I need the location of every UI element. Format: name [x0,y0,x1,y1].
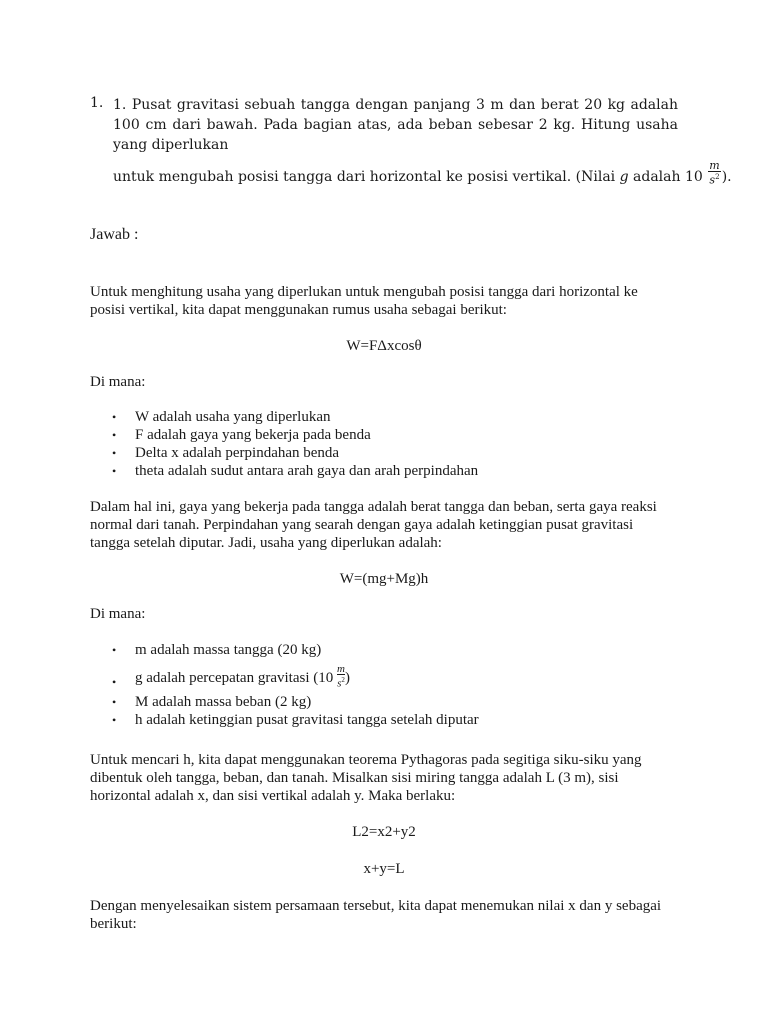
pythagoras-paragraph: Untuk mencari h, kita dapat menggunakan teorema Pythagoras pada segitiga siku-siku yang dibentuk oleh tangga, beban, dan tanah. Misalkan sisi miring tangga adalah L (3 m), sisi horizontal adalah x, dan sisi vertikal adalah y. Maka berlaku: [90,752,642,804]
bullet-icon: • [112,713,117,727]
fraction-den-exponent: 2 [341,676,345,685]
fraction-denominator [337,674,345,689]
fraction-den-base: s [709,173,716,187]
formula-work-height: W=(mg+Mg)h [339,571,429,587]
unit-fraction [337,664,345,689]
bullet-icon: • [112,464,117,478]
fraction-denominator [708,171,720,186]
bullet-icon: • [112,675,117,689]
question-line3-suffix: ). [721,168,732,185]
dimana-label-2: Di mana: [90,606,146,622]
list-item: • F adalah gaya yang bekerja pada benda [112,427,371,443]
question-list-number: 1. [90,95,104,111]
fraction-numerator: m [709,159,720,172]
list-item: • h adalah ketinggian pusat gravitasi tangga setelah diputar [112,712,479,728]
bullet-icon: • [112,428,117,442]
g-symbol: g [619,168,629,185]
fraction-den-exponent: 2 [715,173,720,181]
fraction-den-base: s [337,677,342,690]
list-item: • theta adalah sudut antara arah gaya dan arah perpindahan [112,463,479,479]
formula-sum: x+y=L [363,861,405,877]
question-line3-prefix: untuk mengubah posisi tangga dari horizontal ke posisi vertikal. (Nilai [113,168,620,185]
fraction-numerator: m [337,663,345,676]
bullet-icon: • [112,695,117,709]
solve-paragraph: Dengan menyelesaikan sistem persamaan tersebut, kita dapat menemukan nilai x dan y sebagai berikut: [90,898,662,932]
definitions-list-2 [90,641,479,729]
list-item: • W adalah usaha yang diperlukan [112,409,331,425]
unit-fraction [708,160,720,186]
question-line3 [113,159,732,190]
formula-pythagoras: L2=x2+y2 [352,824,416,840]
definitions-list-1 [90,408,478,480]
list-item: • g adalah percepatan gravitasi (10 $\frac{m}{s^2}$ ) [90,665,479,691]
answer-heading: Jawab : [90,226,139,243]
question-line1: 1. Pusat gravitasi sebuah tangga dengan panjang 3 m dan berat 20 kg adalah 100 cm dari bawah. Pada bagian atas, ada beban sebesar 2 kg. Hitung usaha yang diperlukan [113,97,678,153]
list-item: • m adalah massa tangga (20 kg) [112,642,322,658]
intro-paragraph: Untuk menghitung usaha yang diperlukan untuk mengubah posisi tangga dari horizontal ke posisi vertikal, kita dapat menggunakan rumus usaha sebagai berikut: [90,284,638,318]
question-text [113,95,732,190]
force-paragraph: Dalam hal ini, gaya yang bekerja pada tangga adalah berat tangga dan beban, serta gaya reaksi normal dari tanah. Perpindahan yang searah dengan gaya adalah ketinggian pusat gravitasi tangga setelah diputar. Jadi, usaha yang diperlukan adalah: [90,499,657,551]
formula-work: W=FΔxcosθ [346,338,422,354]
list-item: • Delta x adalah perpindahan benda [112,445,340,461]
dimana-label-1: Di mana: [90,374,146,390]
bullet-icon: • [112,643,117,657]
list-item: • M adalah massa beban (2 kg) [112,694,312,710]
question-line3-mid: adalah 10 [628,168,708,185]
bullet-icon: • [112,410,117,424]
bullet-icon: • [112,446,117,460]
